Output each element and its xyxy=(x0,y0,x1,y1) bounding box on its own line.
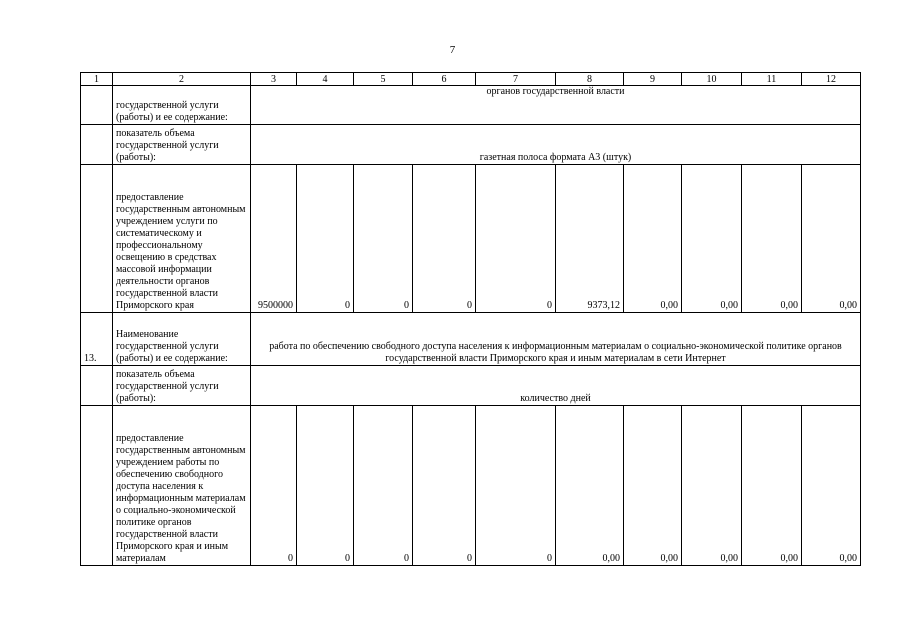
value-cell: 0,00 xyxy=(742,406,802,566)
table-row xyxy=(81,406,861,566)
value-cell: 0,00 xyxy=(624,165,682,313)
row-number: 13. xyxy=(81,313,113,366)
row-label: государственной услуги (работы) и ее содержание: xyxy=(113,86,251,125)
service-content-cell: работа по обеспечению свободного доступа населения к информационным материалам о социально-экономической политике органов государственной власти Приморского края и иным материалам в сети Интернет xyxy=(251,313,861,366)
header-cell: 6 xyxy=(413,73,476,86)
header-cell: 2 xyxy=(113,73,251,86)
value-cell: 0 xyxy=(413,406,476,566)
volume-indicator-cell: газетная полоса формата А3 (штук) xyxy=(251,125,861,165)
value-cell: 0 xyxy=(476,406,556,566)
value-cell: 9373,12 xyxy=(556,165,624,313)
table-row xyxy=(81,125,861,165)
header-cell: 4 xyxy=(297,73,354,86)
table-row xyxy=(81,313,861,366)
header-cell: 3 xyxy=(251,73,297,86)
value-cell: 0,00 xyxy=(802,165,861,313)
row-number xyxy=(81,125,113,165)
row-number xyxy=(81,86,113,125)
row-label: показатель объема государственной услуги (работы): xyxy=(113,366,251,406)
header-cell: 7 xyxy=(476,73,556,86)
header-cell: 8 xyxy=(556,73,624,86)
header-cell: 11 xyxy=(742,73,802,86)
table-row xyxy=(81,86,861,125)
value-cell: 9500000 xyxy=(251,165,297,313)
value-cell: 0,00 xyxy=(742,165,802,313)
volume-indicator-cell: количество дней xyxy=(251,366,861,406)
row-label: показатель объема государственной услуги (работы): xyxy=(113,125,251,165)
value-cell: 0 xyxy=(354,406,413,566)
row-number xyxy=(81,366,113,406)
header-cell: 12 xyxy=(802,73,861,86)
row-label: Наименование государственной услуги (работы) и ее содержание: xyxy=(113,313,251,366)
value-cell: 0 xyxy=(297,165,354,313)
value-cell: 0 xyxy=(413,165,476,313)
value-cell: 0,00 xyxy=(682,406,742,566)
row-number xyxy=(81,165,113,313)
value-cell: 0,00 xyxy=(682,165,742,313)
row-label: предоставление государственным автономным учреждением работы по обеспечению свободного доступа населения к информационным материалам о социально-экономической политике органов государственной власти Приморского края и иным материалам xyxy=(113,406,251,566)
value-cell: 0,00 xyxy=(556,406,624,566)
row-label: предоставление государственным автономным учреждением услуги по систематическому и профессиональному освещению в средствах массовой информации деятельности органов государственной власти Приморского края xyxy=(113,165,251,313)
value-cell: 0 xyxy=(251,406,297,566)
header-cell: 9 xyxy=(624,73,682,86)
header-cell: 10 xyxy=(682,73,742,86)
header-row xyxy=(81,73,861,86)
value-cell: 0,00 xyxy=(624,406,682,566)
value-cell: 0,00 xyxy=(802,406,861,566)
value-cell: 0 xyxy=(297,406,354,566)
budget-table xyxy=(80,72,861,566)
value-cell: 0 xyxy=(476,165,556,313)
table-row xyxy=(81,366,861,406)
header-cell: 1 xyxy=(81,73,113,86)
service-content-cell: органов государственной власти xyxy=(251,86,861,125)
row-number xyxy=(81,406,113,566)
header-cell: 5 xyxy=(354,73,413,86)
value-cell: 0 xyxy=(354,165,413,313)
page-number: 7 xyxy=(449,44,456,56)
table-row xyxy=(81,165,861,313)
